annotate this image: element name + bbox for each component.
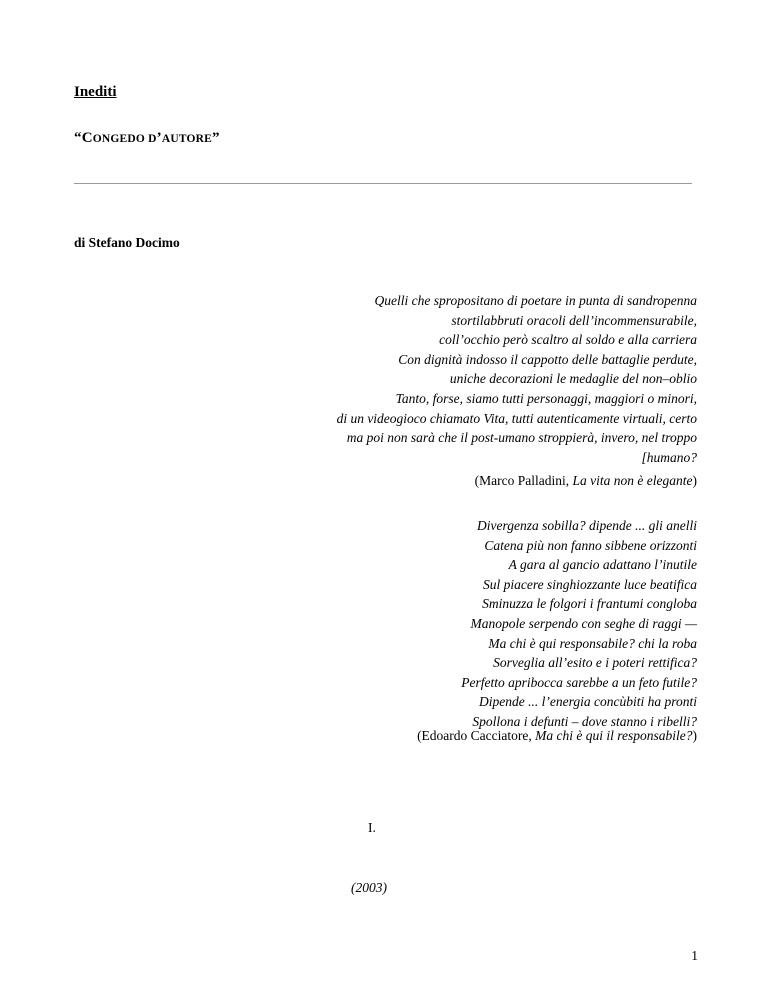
epigraph-line: Quelli che spropositano di poetare in punta di sandropenna [374,293,697,308]
epigraph-line: Tanto, forse, siamo tutti personaggi, maggiori o minori, [395,390,697,406]
epigraph-citation-palladini [475,473,697,489]
title-smallcaps-part-2: AUTORE [161,133,213,145]
epigraph-line: di un videogioco chiamato Vita, tutti autenticamente virtuali, certo [336,410,697,426]
epigraph-line: Con dignità indosso il cappotto delle battaglie perdute, [398,351,697,367]
epigraph-palladini [337,291,697,467]
section-label: Inediti [74,84,117,100]
byline: di Stefano Docimo [74,235,180,250]
epigraph-line: Ma chi è qui responsabile? chi la roba [488,635,697,651]
epigraph-line: Manopole serpendo con seghe di raggi — [470,615,697,631]
citation-close: ) [692,473,697,488]
horizontal-rule [74,183,692,184]
citation-author: (Edoardo Cacciatore, [417,728,536,743]
title-smallcaps-part-1: ONGEDO D [92,133,157,145]
section-year: (2003) [351,880,387,895]
epigraph-line: stortilabbruti oracoli dell’incommensurabile, [451,312,697,328]
epigraph-line: Dipende ... l’energia concùbiti ha pronti [479,694,697,710]
epigraph-line: Spollona i defunti – dove stanno i ribelli? [472,713,697,729]
epigraph-citation-cacciatore [417,728,697,744]
epigraph-line: Sorveglia all’esito e i poteri rettifica? [493,655,697,671]
title-apostrophe: ’ [156,130,162,146]
epigraph-line: [humano? [641,449,697,465]
epigraph-cacciatore [461,516,697,732]
title-close-quote: ” [212,130,220,146]
citation-work-title: La vita non è elegante [572,473,693,488]
epigraph-line: ma poi non sarà che il post-umano stroppierà, invero, nel troppo [346,430,697,446]
epigraph-line: coll’occhio però scaltro al soldo e alla carriera [439,332,697,348]
epigraph-line: A gara al gancio adattano l’inutile [508,557,697,573]
citation-work-title: Ma chi è qui il responsabile? [535,728,693,743]
page-number: 1 [691,948,698,963]
epigraph-line: Divergenza sobilla? dipende ... gli anelli [477,518,697,533]
epigraph-line: Sul piacere singhiozzante luce beatifica [483,576,697,592]
epigraph-line: uniche decorazioni le medaglie del non–oblio [449,371,697,387]
epigraph-line: Sminuzza le folgori i frantumi congloba [482,596,697,612]
title-open-quote: “C [74,130,93,146]
citation-close: ) [692,728,697,743]
citation-author: (Marco Palladini, [474,473,573,488]
poem-title [74,130,220,147]
epigraph-line: Perfetto apribocca sarebbe a un feto futile? [461,674,697,690]
epigraph-line: Catena più non fanno sibbene orizzonti [484,537,697,553]
section-numeral: I. [368,820,376,835]
